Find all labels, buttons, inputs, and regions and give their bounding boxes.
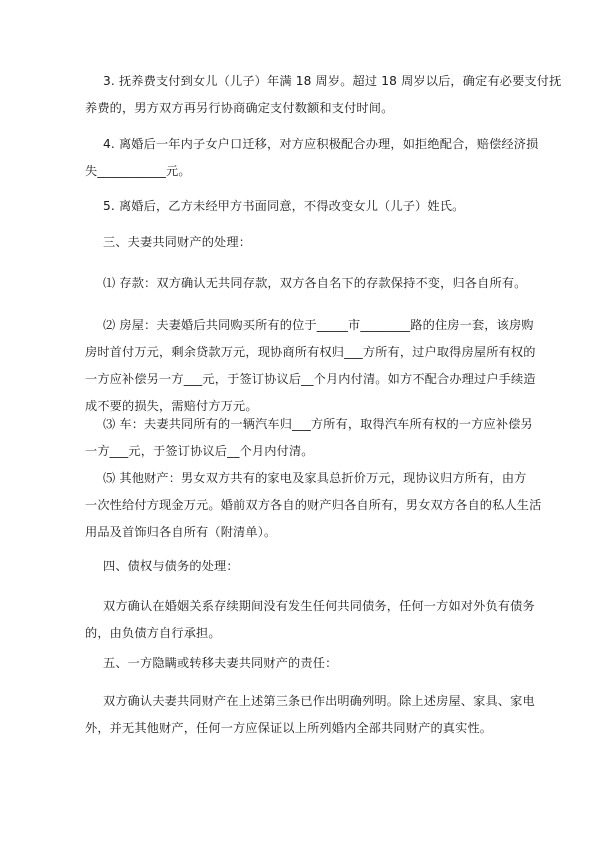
text-line: 一方___元，于签订协议后__个月内付清。 — [85, 444, 314, 458]
paragraph-concealment — [85, 688, 535, 742]
text-line: 三、夫妻共同财产的处理： — [103, 235, 252, 249]
text-line: 一次性给付方现金万元。婚前双方各自的财产归各自所有，男女双方各自的私人生活 — [85, 498, 542, 512]
text-line: ⑸ 其他财产：男女双方共有的家电及家具总折价万元，现协议归方所有，由方 — [103, 471, 527, 485]
text-line: 3. 抚养费支付到女儿（儿子）年满 18 周岁。超过 18 周岁以后，确定有必要支付抚 — [103, 74, 562, 88]
text-line: 一方应补偿另一方___元，于签订协议后__个月内付清。如方不配合办理过户手续造 — [85, 372, 536, 386]
text-line: 四、债权与债务的处理： — [103, 559, 239, 573]
paragraph-debts — [85, 593, 535, 647]
text-line: 双方确认夫妻共同财产在上述第三条已作出明确列明。除上述房屋、家具、家电 — [103, 694, 535, 708]
text-line: 成不要的损失，需赔付方万元。 — [85, 399, 258, 413]
text-line: 4. 离婚后一年内子女户口迁移，对方应积极配合办理，如拒绝配合，赔偿经济损 — [103, 137, 539, 151]
paragraph-property-car — [85, 411, 533, 465]
section-heading-debts — [85, 553, 513, 580]
text-line: 房时首付万元，剩余贷款万元，现协商所有权归___方所有，过户取得房屋所有权的 — [85, 345, 536, 359]
paragraph-item-5-surname — [85, 193, 513, 220]
text-line: 失___________元。 — [85, 164, 191, 178]
paragraph-item-4-household-registration — [85, 131, 539, 185]
text-line: ⑴ 存款：双方确认无共同存款，双方各自名下的存款保持不变，归各自所有。 — [103, 276, 527, 290]
paragraph-item-3-child-support-end — [85, 68, 562, 122]
section-heading-joint-property — [85, 229, 513, 256]
text-line: 的，由负债方自行承担。 — [85, 626, 221, 640]
section-heading-concealment — [85, 650, 513, 677]
text-line: 五、一方隐瞒或转移夫妻共同财产的责任： — [103, 656, 338, 670]
text-line: 外，并无其他财产，任何一方应保证以上所列婚内全部共同财产的真实性。 — [85, 721, 493, 735]
paragraph-property-other — [85, 465, 542, 546]
text-line: ⑶ 车：夫妻共同所有的一辆汽车归___方所有，取得汽车所有权的一方应补偿另 — [103, 417, 533, 431]
paragraph-property-house — [85, 312, 536, 420]
paragraph-property-deposits — [85, 270, 527, 297]
text-line: 用品及首饰归各自所有（附清单）。 — [85, 525, 277, 539]
text-line: 双方确认在婚姻关系存续期间没有发生任何共同债务，任何一方如对外负有债务 — [103, 599, 535, 613]
text-line: 养费的，男方双方再另行协商确定支付数额和支付时间。 — [85, 101, 394, 115]
text-line: ⑵ 房屋：夫妻婚后共同购买所有的位于_____市________路的住房一套，该房购 — [103, 318, 534, 332]
text-line: 5. 离婚后，乙方未经甲方书面同意，不得改变女儿（儿子）姓氏。 — [103, 199, 465, 213]
